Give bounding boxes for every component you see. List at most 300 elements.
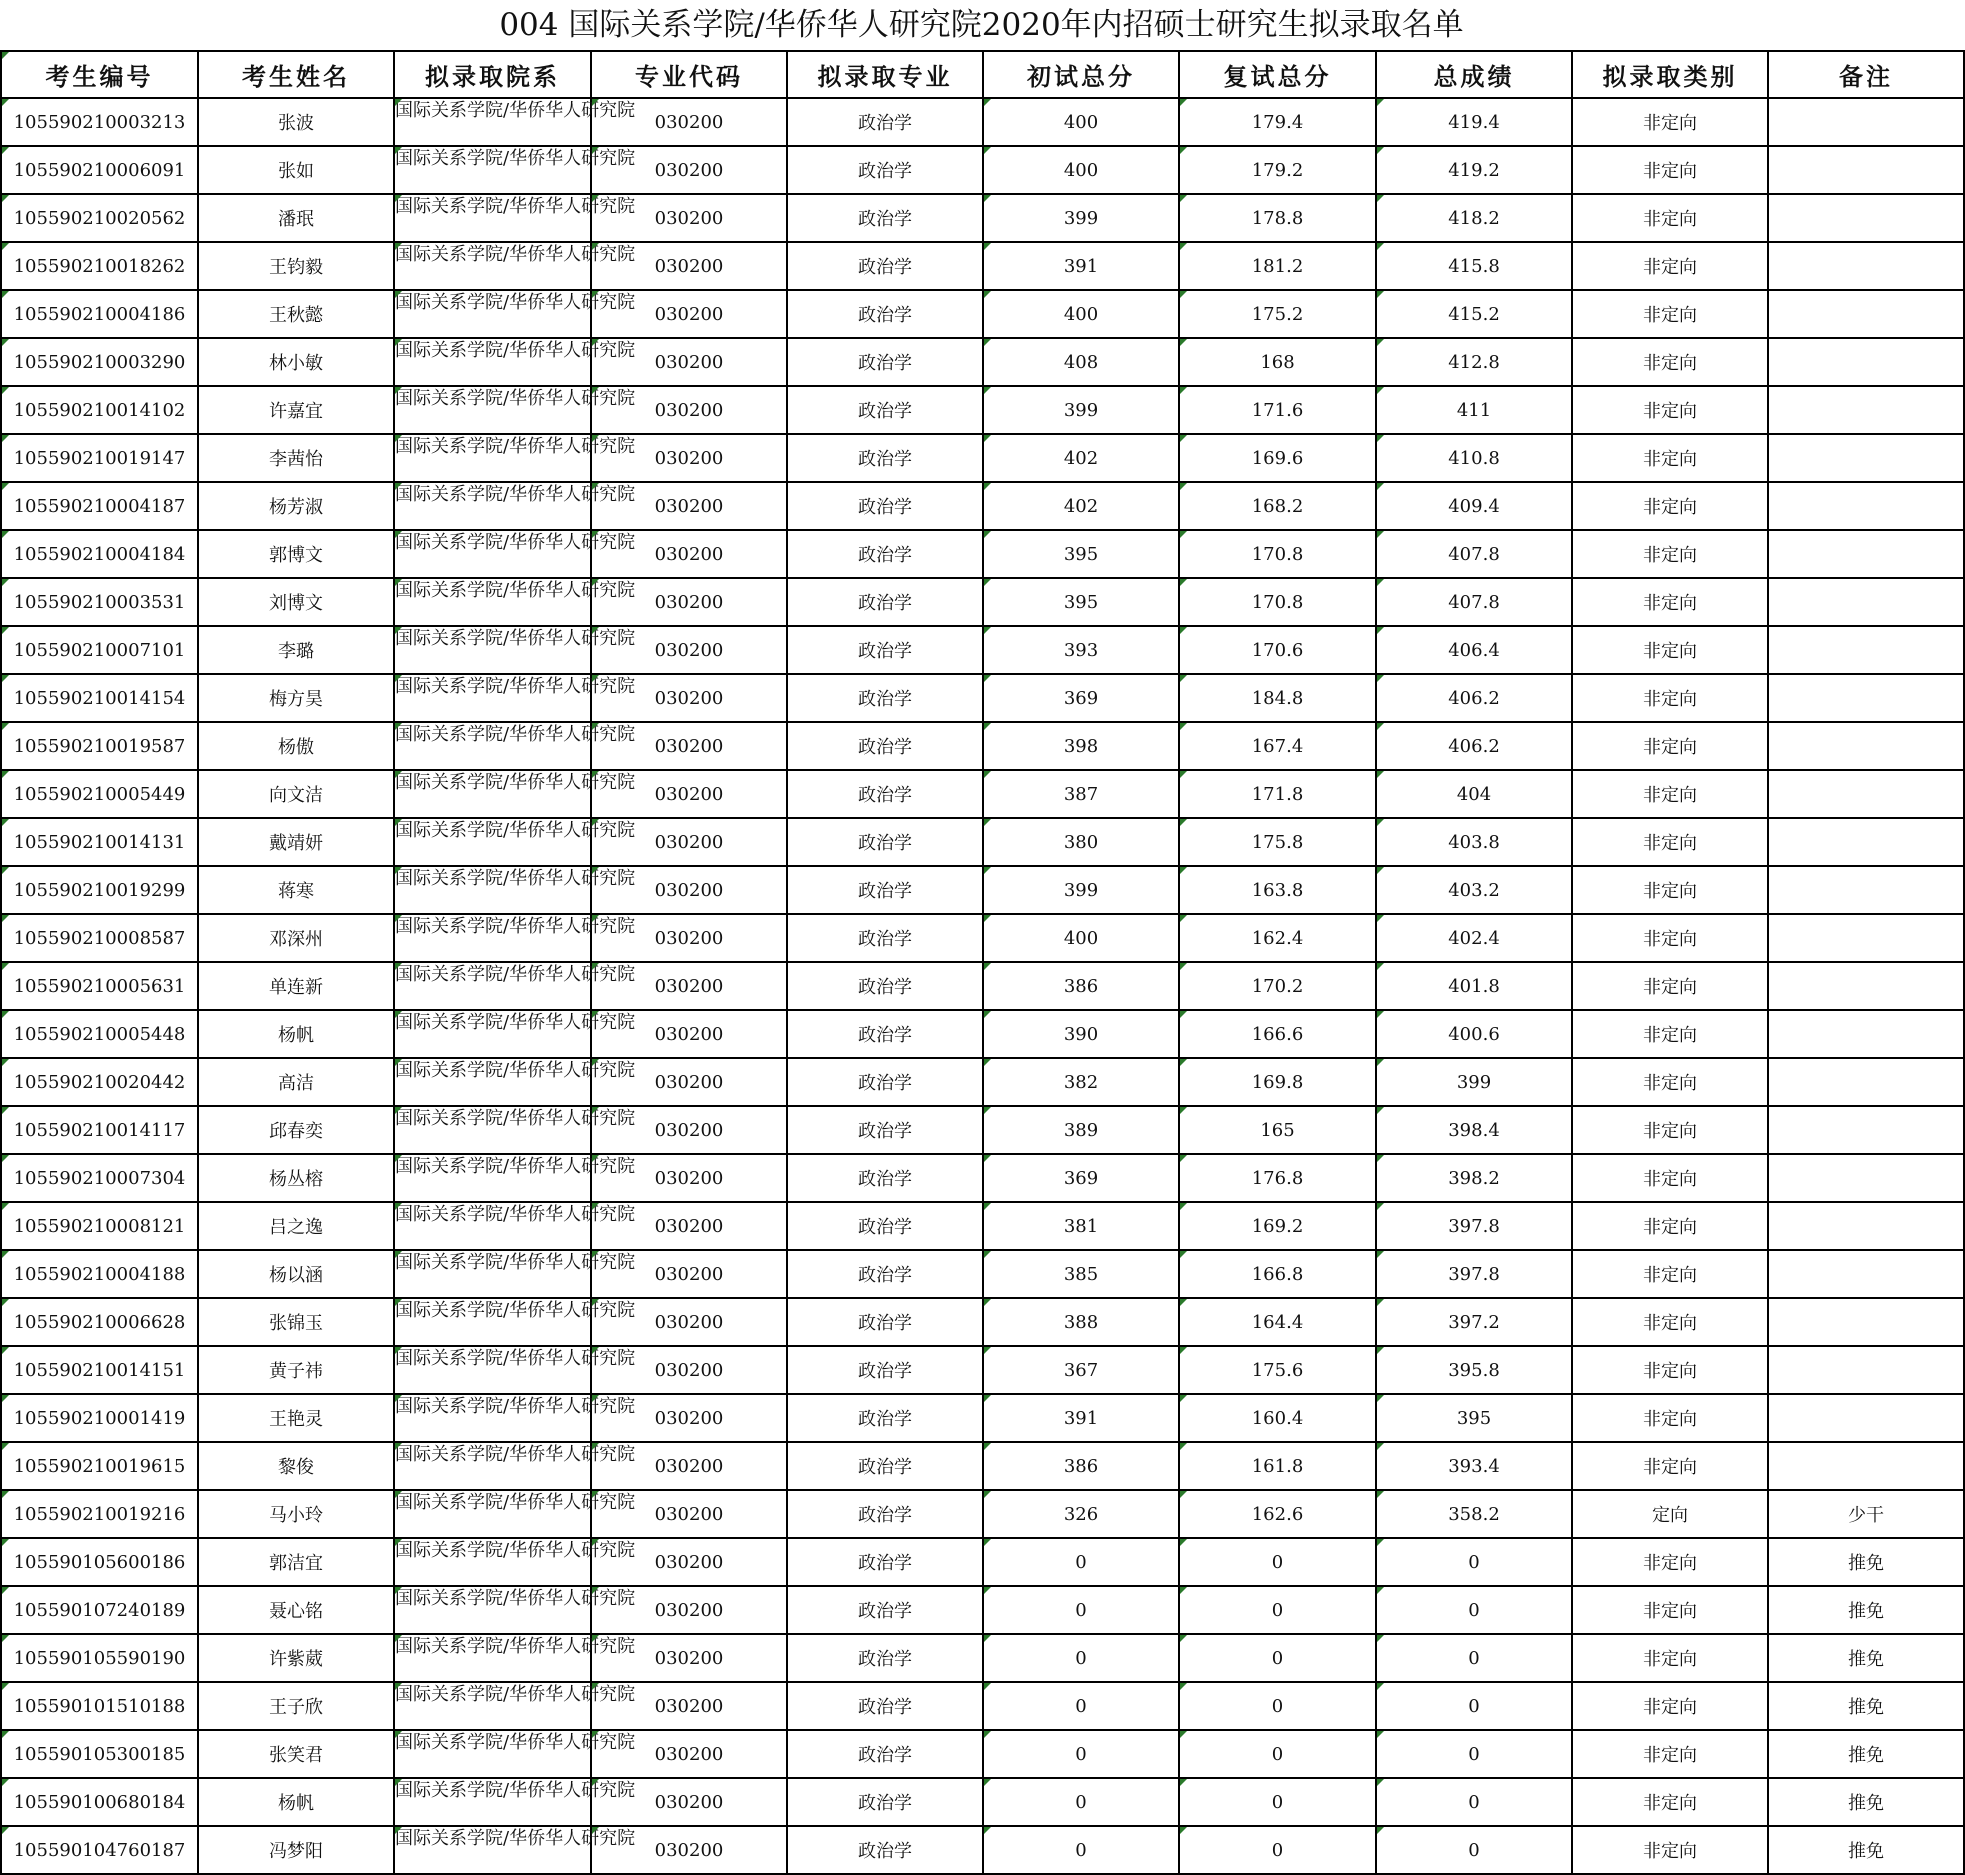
cell-remark[interactable]: [1768, 770, 1964, 818]
cell-prelim[interactable]: 402: [983, 434, 1179, 482]
cell-category[interactable]: 非定向: [1572, 1826, 1768, 1874]
cell-major[interactable]: 政治学: [787, 1634, 983, 1682]
cell-major[interactable]: 政治学: [787, 530, 983, 578]
cell-dept[interactable]: [394, 722, 636, 770]
cell-id[interactable]: 105590210019615: [1, 1442, 198, 1490]
cell-name[interactable]: 张锦玉: [198, 1298, 394, 1346]
cell-name[interactable]: 张如: [198, 146, 394, 194]
cell-code[interactable]: 030200: [591, 818, 787, 866]
cell-dept[interactable]: [394, 1490, 636, 1538]
cell-category[interactable]: 非定向: [1572, 1298, 1768, 1346]
cell-total[interactable]: 399: [1376, 1058, 1572, 1106]
cell-prelim[interactable]: 0: [983, 1682, 1179, 1730]
cell-major[interactable]: 政治学: [787, 1058, 983, 1106]
cell-major[interactable]: 政治学: [787, 290, 983, 338]
cell-category[interactable]: 非定向: [1572, 1538, 1768, 1586]
cell-dept[interactable]: [394, 818, 636, 866]
cell-major[interactable]: 政治学: [787, 1106, 983, 1154]
cell-total[interactable]: 0: [1376, 1826, 1572, 1874]
cell-prelim[interactable]: 0: [983, 1634, 1179, 1682]
cell-remark[interactable]: 推免: [1768, 1538, 1964, 1586]
cell-total[interactable]: 398.4: [1376, 1106, 1572, 1154]
cell-prelim[interactable]: 400: [983, 290, 1179, 338]
cell-prelim[interactable]: 386: [983, 1442, 1179, 1490]
cell-id[interactable]: 105590210014151: [1, 1346, 198, 1394]
cell-code[interactable]: 030200: [591, 722, 787, 770]
cell-total[interactable]: 415.8: [1376, 242, 1572, 290]
cell-category[interactable]: 非定向: [1572, 434, 1768, 482]
cell-remark[interactable]: [1768, 1394, 1964, 1442]
cell-dept[interactable]: [394, 674, 636, 722]
cell-id[interactable]: 105590210019216: [1, 1490, 198, 1538]
cell-code[interactable]: 030200: [591, 434, 787, 482]
cell-major[interactable]: 政治学: [787, 482, 983, 530]
cell-remark[interactable]: [1768, 674, 1964, 722]
cell-name[interactable]: 刘博文: [198, 578, 394, 626]
cell-code[interactable]: 030200: [591, 1682, 787, 1730]
cell-name[interactable]: 吕之逸: [198, 1202, 394, 1250]
cell-code[interactable]: 030200: [591, 866, 787, 914]
cell-retest[interactable]: 175.6: [1179, 1346, 1376, 1394]
cell-retest[interactable]: 166.6: [1179, 1010, 1376, 1058]
cell-prelim[interactable]: 400: [983, 146, 1179, 194]
cell-category[interactable]: 定向: [1572, 1490, 1768, 1538]
cell-code[interactable]: 030200: [591, 1202, 787, 1250]
cell-retest[interactable]: 160.4: [1179, 1394, 1376, 1442]
cell-dept[interactable]: [394, 434, 636, 482]
cell-total[interactable]: 398.2: [1376, 1154, 1572, 1202]
cell-major[interactable]: 政治学: [787, 1154, 983, 1202]
cell-retest[interactable]: 175.2: [1179, 290, 1376, 338]
cell-remark[interactable]: [1768, 386, 1964, 434]
cell-name[interactable]: 许紫葳: [198, 1634, 394, 1682]
cell-retest[interactable]: 163.8: [1179, 866, 1376, 914]
cell-major[interactable]: 政治学: [787, 818, 983, 866]
cell-total[interactable]: 407.8: [1376, 578, 1572, 626]
cell-major[interactable]: 政治学: [787, 1682, 983, 1730]
cell-id[interactable]: 105590210004184: [1, 530, 198, 578]
cell-retest[interactable]: 165: [1179, 1106, 1376, 1154]
cell-major[interactable]: 政治学: [787, 434, 983, 482]
cell-retest[interactable]: 0: [1179, 1730, 1376, 1778]
cell-code[interactable]: 030200: [591, 962, 787, 1010]
cell-retest[interactable]: 0: [1179, 1586, 1376, 1634]
cell-dept[interactable]: [394, 1394, 636, 1442]
col-header-id[interactable]: 考生编号: [1, 51, 198, 98]
cell-code[interactable]: 030200: [591, 1154, 787, 1202]
cell-retest[interactable]: 171.8: [1179, 770, 1376, 818]
cell-total[interactable]: 400.6: [1376, 1010, 1572, 1058]
cell-id[interactable]: 105590105300185: [1, 1730, 198, 1778]
cell-category[interactable]: 非定向: [1572, 914, 1768, 962]
cell-dept[interactable]: [394, 1202, 636, 1250]
cell-total[interactable]: 412.8: [1376, 338, 1572, 386]
cell-retest[interactable]: 170.2: [1179, 962, 1376, 1010]
cell-total[interactable]: 409.4: [1376, 482, 1572, 530]
cell-dept[interactable]: [394, 1586, 636, 1634]
cell-remark[interactable]: [1768, 962, 1964, 1010]
cell-prelim[interactable]: 402: [983, 482, 1179, 530]
cell-total[interactable]: 0: [1376, 1778, 1572, 1826]
col-header-retest[interactable]: 复试总分: [1179, 51, 1376, 98]
cell-prelim[interactable]: 398: [983, 722, 1179, 770]
cell-remark[interactable]: 推免: [1768, 1586, 1964, 1634]
cell-retest[interactable]: 179.4: [1179, 98, 1376, 146]
cell-code[interactable]: 030200: [591, 1730, 787, 1778]
cell-dept[interactable]: [394, 866, 636, 914]
cell-total[interactable]: 0: [1376, 1682, 1572, 1730]
cell-name[interactable]: 聂心铭: [198, 1586, 394, 1634]
col-header-category[interactable]: 拟录取类别: [1572, 51, 1768, 98]
cell-name[interactable]: 张波: [198, 98, 394, 146]
cell-code[interactable]: 030200: [591, 578, 787, 626]
cell-total[interactable]: 404: [1376, 770, 1572, 818]
cell-code[interactable]: 030200: [591, 626, 787, 674]
cell-remark[interactable]: [1768, 578, 1964, 626]
cell-major[interactable]: 政治学: [787, 338, 983, 386]
cell-prelim[interactable]: 385: [983, 1250, 1179, 1298]
col-header-code[interactable]: 专业代码: [591, 51, 787, 98]
cell-remark[interactable]: [1768, 98, 1964, 146]
cell-code[interactable]: 030200: [591, 194, 787, 242]
cell-id[interactable]: 105590210008587: [1, 914, 198, 962]
cell-remark[interactable]: [1768, 1010, 1964, 1058]
cell-remark[interactable]: [1768, 1346, 1964, 1394]
cell-name[interactable]: 杨帆: [198, 1778, 394, 1826]
cell-category[interactable]: 非定向: [1572, 1634, 1768, 1682]
cell-dept[interactable]: [394, 1634, 636, 1682]
cell-category[interactable]: 非定向: [1572, 1106, 1768, 1154]
cell-remark[interactable]: [1768, 1202, 1964, 1250]
cell-total[interactable]: 397.8: [1376, 1250, 1572, 1298]
cell-retest[interactable]: 178.8: [1179, 194, 1376, 242]
cell-major[interactable]: 政治学: [787, 1202, 983, 1250]
cell-name[interactable]: 梅方昊: [198, 674, 394, 722]
cell-id[interactable]: 105590210007101: [1, 626, 198, 674]
cell-code[interactable]: 030200: [591, 1298, 787, 1346]
cell-dept[interactable]: [394, 146, 636, 194]
cell-dept[interactable]: [394, 242, 636, 290]
col-header-prelim[interactable]: 初试总分: [983, 51, 1179, 98]
cell-category[interactable]: 非定向: [1572, 674, 1768, 722]
cell-category[interactable]: 非定向: [1572, 962, 1768, 1010]
cell-code[interactable]: 030200: [591, 1106, 787, 1154]
cell-total[interactable]: 407.8: [1376, 530, 1572, 578]
cell-major[interactable]: 政治学: [787, 386, 983, 434]
cell-dept[interactable]: [394, 1538, 636, 1586]
cell-dept[interactable]: [394, 98, 636, 146]
cell-remark[interactable]: 少干: [1768, 1490, 1964, 1538]
cell-retest[interactable]: 167.4: [1179, 722, 1376, 770]
cell-category[interactable]: 非定向: [1572, 1586, 1768, 1634]
cell-remark[interactable]: [1768, 434, 1964, 482]
cell-id[interactable]: 105590210020442: [1, 1058, 198, 1106]
cell-remark[interactable]: [1768, 1058, 1964, 1106]
cell-prelim[interactable]: 369: [983, 674, 1179, 722]
cell-name[interactable]: 王钧毅: [198, 242, 394, 290]
cell-major[interactable]: 政治学: [787, 770, 983, 818]
cell-code[interactable]: 030200: [591, 1490, 787, 1538]
cell-name[interactable]: 林小敏: [198, 338, 394, 386]
cell-id[interactable]: 105590210018262: [1, 242, 198, 290]
cell-total[interactable]: 419.2: [1376, 146, 1572, 194]
cell-id[interactable]: 105590210003213: [1, 98, 198, 146]
cell-major[interactable]: 政治学: [787, 1778, 983, 1826]
cell-name[interactable]: 马小玲: [198, 1490, 394, 1538]
cell-prelim[interactable]: 0: [983, 1730, 1179, 1778]
cell-id[interactable]: 105590210005631: [1, 962, 198, 1010]
cell-name[interactable]: 高洁: [198, 1058, 394, 1106]
cell-total[interactable]: 397.8: [1376, 1202, 1572, 1250]
cell-total[interactable]: 395: [1376, 1394, 1572, 1442]
cell-code[interactable]: 030200: [591, 1394, 787, 1442]
cell-name[interactable]: 杨帆: [198, 1010, 394, 1058]
cell-id[interactable]: 105590210019587: [1, 722, 198, 770]
cell-prelim[interactable]: 0: [983, 1826, 1179, 1874]
cell-major[interactable]: 政治学: [787, 1538, 983, 1586]
cell-name[interactable]: 杨傲: [198, 722, 394, 770]
cell-id[interactable]: 105590210004188: [1, 1250, 198, 1298]
cell-name[interactable]: 王艳灵: [198, 1394, 394, 1442]
cell-code[interactable]: 030200: [591, 338, 787, 386]
cell-category[interactable]: 非定向: [1572, 242, 1768, 290]
cell-category[interactable]: 非定向: [1572, 290, 1768, 338]
cell-major[interactable]: 政治学: [787, 1346, 983, 1394]
cell-dept[interactable]: [394, 626, 636, 674]
cell-category[interactable]: 非定向: [1572, 338, 1768, 386]
cell-remark[interactable]: [1768, 194, 1964, 242]
cell-name[interactable]: 向文洁: [198, 770, 394, 818]
cell-name[interactable]: 邱春奕: [198, 1106, 394, 1154]
cell-id[interactable]: 105590100680184: [1, 1778, 198, 1826]
cell-remark[interactable]: [1768, 530, 1964, 578]
cell-prelim[interactable]: 369: [983, 1154, 1179, 1202]
cell-remark[interactable]: [1768, 1442, 1964, 1490]
cell-total[interactable]: 411: [1376, 386, 1572, 434]
cell-dept[interactable]: [394, 578, 636, 626]
cell-major[interactable]: 政治学: [787, 1826, 983, 1874]
cell-dept[interactable]: [394, 338, 636, 386]
cell-category[interactable]: 非定向: [1572, 1682, 1768, 1730]
cell-dept[interactable]: [394, 482, 636, 530]
cell-category[interactable]: 非定向: [1572, 1154, 1768, 1202]
cell-major[interactable]: 政治学: [787, 626, 983, 674]
cell-dept[interactable]: [394, 1442, 636, 1490]
cell-retest[interactable]: 169.6: [1179, 434, 1376, 482]
cell-name[interactable]: 李璐: [198, 626, 394, 674]
cell-total[interactable]: 393.4: [1376, 1442, 1572, 1490]
cell-id[interactable]: 105590210019299: [1, 866, 198, 914]
cell-dept[interactable]: [394, 386, 636, 434]
cell-name[interactable]: 许嘉宜: [198, 386, 394, 434]
cell-total[interactable]: 395.8: [1376, 1346, 1572, 1394]
cell-code[interactable]: 030200: [591, 290, 787, 338]
cell-id[interactable]: 105590107240189: [1, 1586, 198, 1634]
cell-name[interactable]: 张笑君: [198, 1730, 394, 1778]
cell-name[interactable]: 戴靖妍: [198, 818, 394, 866]
cell-remark[interactable]: [1768, 818, 1964, 866]
cell-major[interactable]: 政治学: [787, 962, 983, 1010]
cell-major[interactable]: 政治学: [787, 1250, 983, 1298]
cell-category[interactable]: 非定向: [1572, 146, 1768, 194]
cell-category[interactable]: 非定向: [1572, 770, 1768, 818]
cell-retest[interactable]: 0: [1179, 1682, 1376, 1730]
col-header-name[interactable]: 考生姓名: [198, 51, 394, 98]
cell-dept[interactable]: [394, 1106, 636, 1154]
cell-prelim[interactable]: 391: [983, 1394, 1179, 1442]
cell-name[interactable]: 杨芳淑: [198, 482, 394, 530]
cell-code[interactable]: 030200: [591, 914, 787, 962]
cell-prelim[interactable]: 387: [983, 770, 1179, 818]
cell-major[interactable]: 政治学: [787, 146, 983, 194]
cell-dept[interactable]: [394, 1346, 636, 1394]
cell-code[interactable]: 030200: [591, 242, 787, 290]
cell-total[interactable]: 402.4: [1376, 914, 1572, 962]
cell-dept[interactable]: [394, 962, 636, 1010]
cell-prelim[interactable]: 0: [983, 1586, 1179, 1634]
cell-remark[interactable]: [1768, 626, 1964, 674]
cell-prelim[interactable]: 391: [983, 242, 1179, 290]
cell-prelim[interactable]: 382: [983, 1058, 1179, 1106]
cell-prelim[interactable]: 367: [983, 1346, 1179, 1394]
cell-major[interactable]: 政治学: [787, 914, 983, 962]
cell-major[interactable]: 政治学: [787, 866, 983, 914]
cell-code[interactable]: 030200: [591, 482, 787, 530]
cell-retest[interactable]: 176.8: [1179, 1154, 1376, 1202]
cell-prelim[interactable]: 395: [983, 530, 1179, 578]
cell-remark[interactable]: 推免: [1768, 1778, 1964, 1826]
cell-dept[interactable]: [394, 770, 636, 818]
cell-name[interactable]: 杨以涵: [198, 1250, 394, 1298]
cell-category[interactable]: 非定向: [1572, 1058, 1768, 1106]
cell-id[interactable]: 105590210005449: [1, 770, 198, 818]
cell-name[interactable]: 郭博文: [198, 530, 394, 578]
cell-id[interactable]: 105590210004186: [1, 290, 198, 338]
cell-code[interactable]: 030200: [591, 1538, 787, 1586]
cell-retest[interactable]: 169.2: [1179, 1202, 1376, 1250]
cell-total[interactable]: 358.2: [1376, 1490, 1572, 1538]
cell-retest[interactable]: 170.8: [1179, 578, 1376, 626]
cell-code[interactable]: 030200: [591, 1442, 787, 1490]
cell-major[interactable]: 政治学: [787, 194, 983, 242]
cell-total[interactable]: 401.8: [1376, 962, 1572, 1010]
cell-remark[interactable]: [1768, 482, 1964, 530]
cell-category[interactable]: 非定向: [1572, 386, 1768, 434]
cell-code[interactable]: 030200: [591, 1634, 787, 1682]
cell-dept[interactable]: [394, 194, 636, 242]
cell-retest[interactable]: 170.6: [1179, 626, 1376, 674]
cell-prelim[interactable]: 400: [983, 98, 1179, 146]
cell-total[interactable]: 418.2: [1376, 194, 1572, 242]
cell-total[interactable]: 403.8: [1376, 818, 1572, 866]
cell-total[interactable]: 403.2: [1376, 866, 1572, 914]
cell-total[interactable]: 406.2: [1376, 674, 1572, 722]
cell-category[interactable]: 非定向: [1572, 482, 1768, 530]
cell-prelim[interactable]: 390: [983, 1010, 1179, 1058]
cell-code[interactable]: 030200: [591, 1586, 787, 1634]
cell-id[interactable]: 105590210014131: [1, 818, 198, 866]
cell-dept[interactable]: [394, 1730, 636, 1778]
cell-retest[interactable]: 162.4: [1179, 914, 1376, 962]
cell-prelim[interactable]: 408: [983, 338, 1179, 386]
cell-code[interactable]: 030200: [591, 146, 787, 194]
cell-category[interactable]: 非定向: [1572, 194, 1768, 242]
cell-code[interactable]: 030200: [591, 1058, 787, 1106]
cell-id[interactable]: 105590210003290: [1, 338, 198, 386]
cell-id[interactable]: 105590210006091: [1, 146, 198, 194]
col-header-major[interactable]: 拟录取专业: [787, 51, 983, 98]
cell-remark[interactable]: [1768, 290, 1964, 338]
cell-id[interactable]: 105590210008121: [1, 1202, 198, 1250]
cell-id[interactable]: 105590210019147: [1, 434, 198, 482]
cell-major[interactable]: 政治学: [787, 1586, 983, 1634]
cell-name[interactable]: 王秋懿: [198, 290, 394, 338]
cell-id[interactable]: 105590105590190: [1, 1634, 198, 1682]
cell-total[interactable]: 0: [1376, 1538, 1572, 1586]
cell-remark[interactable]: 推免: [1768, 1730, 1964, 1778]
cell-dept[interactable]: [394, 1058, 636, 1106]
cell-category[interactable]: 非定向: [1572, 1202, 1768, 1250]
cell-category[interactable]: 非定向: [1572, 1730, 1768, 1778]
cell-id[interactable]: 105590210001419: [1, 1394, 198, 1442]
cell-code[interactable]: 030200: [591, 674, 787, 722]
cell-retest[interactable]: 181.2: [1179, 242, 1376, 290]
cell-code[interactable]: 030200: [591, 1778, 787, 1826]
col-header-dept[interactable]: 拟录取院系: [394, 51, 591, 98]
cell-id[interactable]: 105590101510188: [1, 1682, 198, 1730]
cell-name[interactable]: 潘珉: [198, 194, 394, 242]
cell-major[interactable]: 政治学: [787, 1442, 983, 1490]
cell-category[interactable]: 非定向: [1572, 530, 1768, 578]
cell-retest[interactable]: 161.8: [1179, 1442, 1376, 1490]
cell-retest[interactable]: 179.2: [1179, 146, 1376, 194]
cell-prelim[interactable]: 381: [983, 1202, 1179, 1250]
cell-total[interactable]: 397.2: [1376, 1298, 1572, 1346]
cell-code[interactable]: 030200: [591, 1250, 787, 1298]
cell-category[interactable]: 非定向: [1572, 818, 1768, 866]
cell-retest[interactable]: 0: [1179, 1634, 1376, 1682]
cell-name[interactable]: 郭洁宜: [198, 1538, 394, 1586]
cell-remark[interactable]: 推免: [1768, 1682, 1964, 1730]
cell-retest[interactable]: 164.4: [1179, 1298, 1376, 1346]
cell-category[interactable]: 非定向: [1572, 1778, 1768, 1826]
cell-dept[interactable]: [394, 1298, 636, 1346]
cell-prelim[interactable]: 395: [983, 578, 1179, 626]
cell-major[interactable]: 政治学: [787, 722, 983, 770]
cell-id[interactable]: 105590210005448: [1, 1010, 198, 1058]
cell-remark[interactable]: [1768, 1250, 1964, 1298]
col-header-remark[interactable]: 备注: [1768, 51, 1964, 98]
cell-remark[interactable]: [1768, 1154, 1964, 1202]
cell-id[interactable]: 105590210014102: [1, 386, 198, 434]
cell-remark[interactable]: 推免: [1768, 1826, 1964, 1874]
cell-code[interactable]: 030200: [591, 1010, 787, 1058]
cell-retest[interactable]: 166.8: [1179, 1250, 1376, 1298]
cell-prelim[interactable]: 393: [983, 626, 1179, 674]
cell-total[interactable]: 406.2: [1376, 722, 1572, 770]
cell-retest[interactable]: 168: [1179, 338, 1376, 386]
cell-major[interactable]: 政治学: [787, 1298, 983, 1346]
cell-code[interactable]: 030200: [591, 770, 787, 818]
cell-name[interactable]: 杨丛榕: [198, 1154, 394, 1202]
cell-remark[interactable]: 推免: [1768, 1634, 1964, 1682]
cell-major[interactable]: 政治学: [787, 1394, 983, 1442]
cell-dept[interactable]: [394, 1154, 636, 1202]
cell-category[interactable]: 非定向: [1572, 98, 1768, 146]
cell-retest[interactable]: 171.6: [1179, 386, 1376, 434]
cell-code[interactable]: 030200: [591, 1826, 787, 1874]
cell-prelim[interactable]: 399: [983, 194, 1179, 242]
